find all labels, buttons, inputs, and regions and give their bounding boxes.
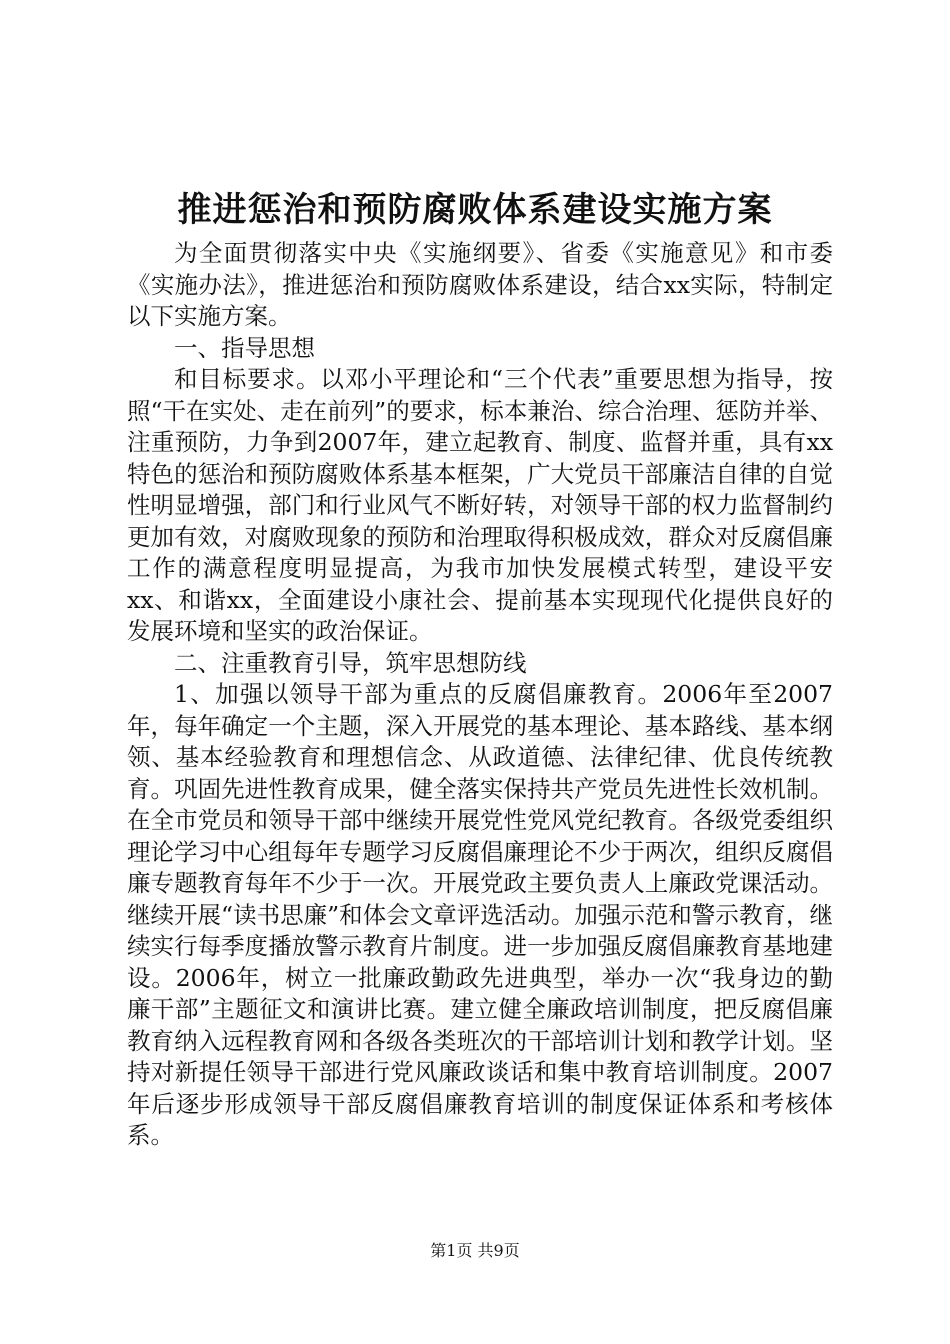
document-body [127, 238, 833, 1152]
section-heading-guiding-thought: 一、指导思想 [174, 333, 315, 362]
education-paragraph: 1、加强以领导干部为重点的反腐倡廉教育。2006年至2007年，每年确定一个主题，深入开展党的基本理论、基本路线、基本纲领、基本经验教育和理想信念、从政道德、法律纪律、优良传统教育。巩固先进性教育成果，健全落实保持共产党员先进性长效机制。在全市党员和领导干部中继续开展党性党风党纪教育。各级党委组织理论学习中心组每年专题学习反腐倡廉理论不少于两次，组织反腐倡廉专题教育每年不少于一次。开展党政主要负责人上廉政党课活动。继续开展“读书思廉”和体会文章评选活动。加强示范和警示教育，继续实行每季度播放警示教育片制度。进一步加强反腐倡廉教育基地建设。2006年，树立一批廉政勤政先进典型，举办一次“我身边的勤廉干部”主题征文和演讲比赛。建立健全廉政培训制度，把反腐倡廉教育纳入远程教育网和各级各类班次的干部培训计划和教学计划。坚持对新提任领导干部进行党风廉政谈话和集中教育培训制度。2007年后逐步形成领导干部反腐倡廉教育培训的制度保证体系和考核体系。 [127, 680, 833, 1149]
document-title: 推进惩治和预防腐败体系建设实施方案 [177, 190, 773, 230]
intro-paragraph: 为全面贯彻落实中央《实施纲要》、省委《实施意见》和市委《实施办法》，推进惩治和预防腐败体系建设，结合xx实际，特制定以下实施方案。 [127, 239, 833, 330]
page-footer: 第1页 共9页 [430, 1241, 520, 1260]
guiding-thought-paragraph: 和目标要求。以邓小平理论和“三个代表”重要思想为指导，按照“干在实处、走在前列”的要求，标本兼治、综合治理、惩防并举、注重预防，力争到2007年，建立起教育、制度、监督并重，具有xx特色的惩治和预防腐败体系基本框架，广大党员干部廉洁自律的自觉性明显增强，部门和行业风气不断好转，对领导干部的权力监督制约更加有效，对腐败现象的预防和治理取得积极成效，群众对反腐倡廉工作的满意程度明显提高，为我市加快发展模式转型，建设平安xx、和谐xx，全面建设小康社会、提前基本实现现代化提供良好的发展环境和坚实的政治保证。 [127, 365, 833, 645]
section-heading-education: 二、注重教育引导，筑牢思想防线 [174, 648, 527, 677]
